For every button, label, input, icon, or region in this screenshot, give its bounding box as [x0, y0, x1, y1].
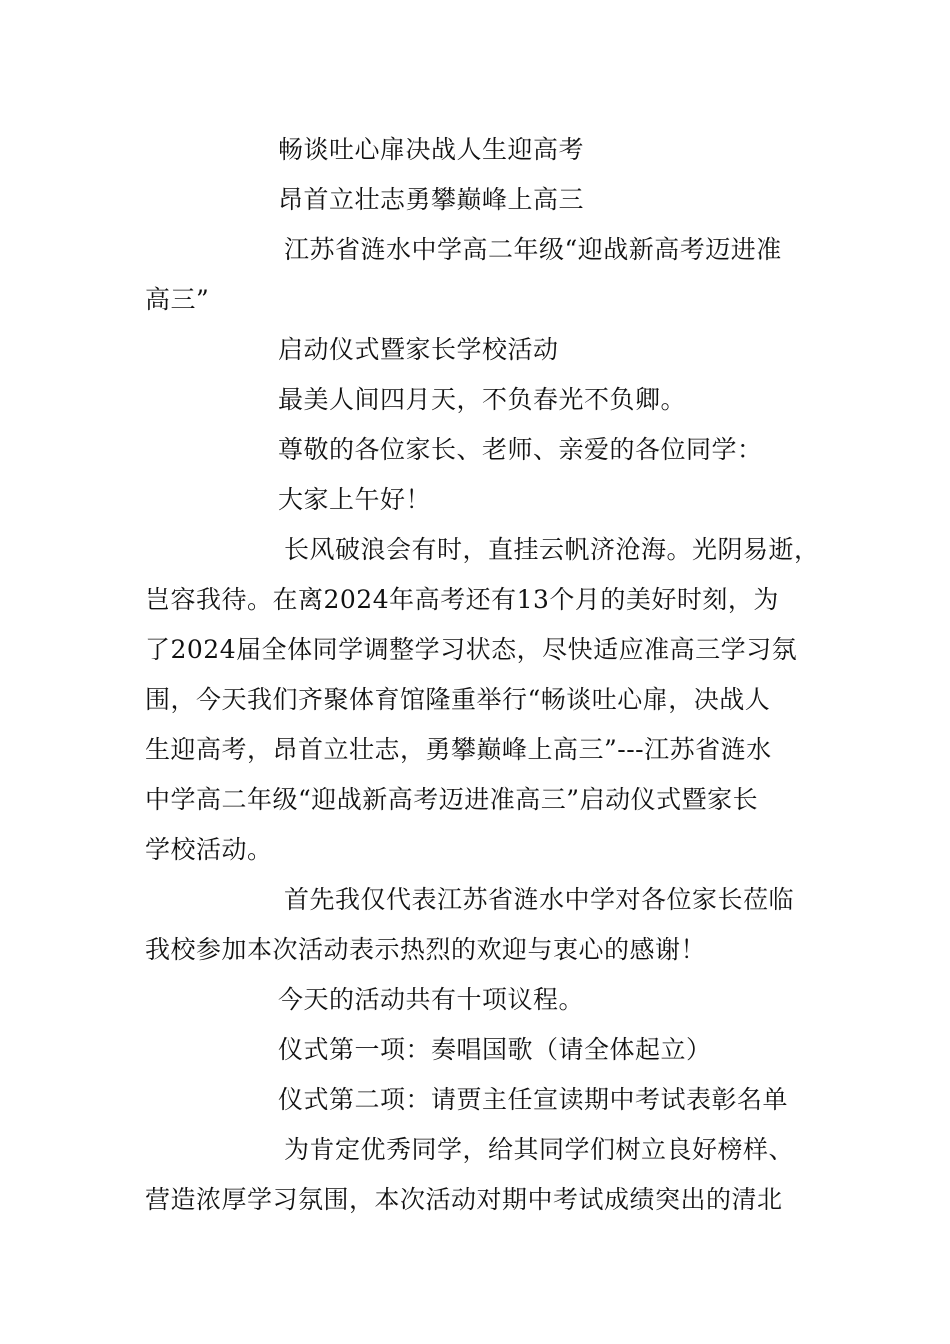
agenda-item-2: 仪式第二项：请贾主任宣读期中考试表彰名单: [278, 1085, 789, 1114]
salutation: 尊敬的各位家长、老师、亲爱的各位同学：: [278, 435, 763, 464]
paragraph-line: 首先我仅代表江苏省涟水中学对各位家长莅临: [284, 885, 795, 914]
title-line-4: 启动仪式暨家长学校活动: [278, 335, 559, 364]
paragraph-line: 学校活动。: [145, 835, 273, 864]
paragraph-line: 长风破浪会有时，直挂云帆济沧海。光阴易逝，: [284, 535, 820, 564]
paragraph-line: 生迎高考，昂首立壮志，勇攀巅峰上高三”---江苏省涟水: [145, 735, 772, 764]
title-line-3b: 高三”: [145, 285, 210, 314]
paragraph-line: 为肯定优秀同学，给其同学们树立良好榜样、: [284, 1135, 795, 1164]
paragraph-line: 中学高二年级“迎战新高考迈进准高三”启动仪式暨家长: [145, 785, 759, 814]
greeting: 大家上午好！: [278, 485, 432, 514]
paragraph-line: 我校参加本次活动表示热烈的欢迎与衷心的感谢！: [145, 935, 707, 964]
paragraph-line: 岂容我待。在离2024年高考还有13个月的美好时刻，为: [145, 585, 779, 614]
title-line-3a: 江苏省涟水中学高二年级“迎战新高考迈进准: [284, 235, 782, 264]
agenda-item-1: 仪式第一项：奏唱国歌（请全体起立）: [278, 1035, 712, 1064]
paragraph-line: 了2024届全体同学调整学习状态，尽快适应准高三学习氛: [145, 635, 798, 664]
paragraph-line: 围，今天我们齐聚体育馆隆重举行“畅谈吐心扉，决战人: [145, 685, 771, 714]
title-line-2: 昂首立壮志勇攀巅峰上高三: [278, 185, 585, 214]
agenda-intro: 今天的活动共有十项议程。: [278, 985, 585, 1014]
opening-verse: 最美人间四月天，不负春光不负卿。: [278, 385, 687, 414]
paragraph-line: 营造浓厚学习氛围，本次活动对期中考试成绩突出的清北: [145, 1185, 783, 1214]
title-line-1: 畅谈吐心扉决战人生迎高考: [278, 135, 585, 164]
